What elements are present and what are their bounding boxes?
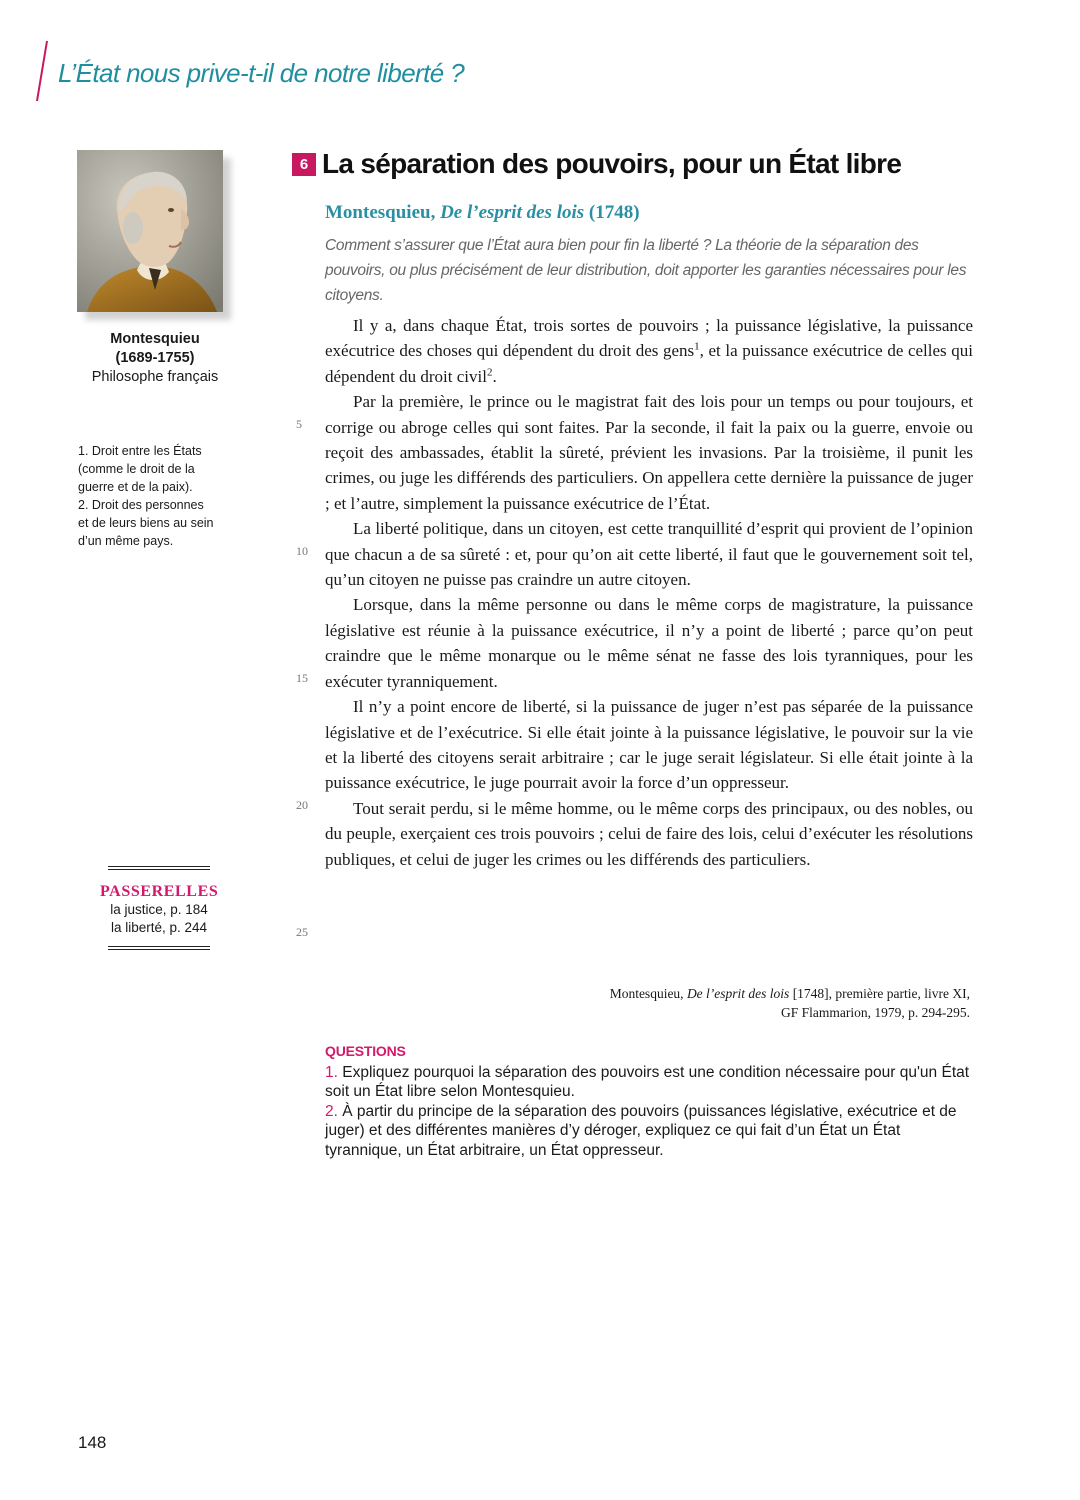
source-author: Montesquieu, — [325, 202, 436, 223]
source-reference — [470, 984, 970, 1022]
source-line — [325, 202, 640, 224]
footnote-line: (comme le droit de la — [78, 462, 195, 476]
document-text — [325, 313, 973, 872]
chapter-accent-slash — [36, 40, 48, 102]
footnotes — [78, 442, 238, 550]
footnote-line: 1. Droit entre les États — [78, 444, 202, 458]
montesquieu-portrait — [77, 150, 223, 312]
footnote-ref: 2 — [486, 366, 493, 379]
chapter-title: L’État nous prive-t-il de notre liberté ? — [58, 58, 465, 88]
line-number: 10 — [296, 544, 308, 558]
footnote-line: 2. Droit des personnes — [78, 498, 204, 512]
source-work: De l’esprit des lois — [440, 202, 585, 223]
portrait-caption — [74, 330, 236, 387]
text-paragraph: Lorsque, dans la même personne ou dans le même corps de magistrature, la puissance législative est réunie à la puissance exécutrice, il n’y a point de liberté ; parce qu’on peut craindre que le même monarque ou le même sénat ne fasse des lois tyranniques, pour les exécuter tyranniquement. — [325, 595, 973, 691]
line-number: 15 — [296, 671, 308, 685]
question-item: 2. À partir du principe de la séparation des pouvoirs (puissances législative, exécutrice et de juger) et des différentes manières d’y déroger, expliquez ce qui fait d’un État un État tyrannique, un État arbitraire, un État oppresseur. — [325, 1102, 957, 1159]
footnote-line: et de leurs biens au sein — [78, 516, 214, 530]
text-paragraph: Il y a, dans chaque État, trois sortes de pouvoirs ; la puissance législative, la puissance exécutrice des choses qui dépendent du droit des gens$^1$, et la puissance exécutrice de celles qui dépendent du droit civil$^2$. — [325, 316, 973, 386]
author-dates: (1689-1755) — [115, 350, 195, 366]
footnote-ref: 1 — [694, 340, 700, 353]
divider — [108, 866, 210, 870]
text-paragraph: Par la première, le prince ou le magistrat fait des lois pour un temps ou pour toujours, et corrige ou abroge celles qui sont faites. Par la seconde, il fait la paix ou la guerre, envoie ou reçoit des ambassades, établit la sûreté, prévient les invasions. Par la troisième, il punit les crimes, ou juge les différends des particuliers. On appellera cette dernière la puissance de juger ; et l’autre, simplement la puissance exécutrice de l’État. — [325, 392, 973, 513]
source-year: (1748) — [588, 202, 640, 223]
document-title: La séparation des pouvoirs, pour un État libre — [322, 148, 902, 179]
text-paragraph: Tout serait perdu, si le même homme, ou le même corps des principaux, ou des nobles, ou du peuple, exerçaient ces trois pouvoirs ; celui de faire des lois, celui d’exécuter les résolutions publiques, et celui de juger les crimes ou les différends des particuliers. — [325, 798, 973, 869]
passerelles-box — [100, 866, 218, 950]
document-number-badge: 6 — [292, 153, 316, 176]
line-number: 20 — [296, 798, 308, 812]
passerelles-link-liberte[interactable]: la liberté, p. 244 — [110, 920, 208, 935]
question-item: 1. Expliquez pourquoi la séparation des pouvoirs est une condition nécessaire pour qu'un État soit un État libre selon Montesquieu. — [325, 1063, 970, 1100]
author-role: Philosophe français — [91, 369, 219, 385]
reference-line: GF Flammarion, 1979, p. 294-295. — [781, 1005, 970, 1020]
passerelles-link-justice[interactable]: la justice, p. 184 — [110, 902, 208, 917]
text-paragraph: Il n’y a point encore de liberté, si la puissance de juger n’est pas séparée de la puissance législative et de l’exécutrice. Si elle était jointe à la puissance législative, le pouvoir sur la vie et la liberté des citoyens serait arbitraire ; car le juge serait législateur. Si elle était jointe à la puissance exécutrice, le juge pourrait avoir la force d’un oppresseur. — [325, 697, 973, 793]
line-number: 5 — [296, 417, 302, 431]
divider — [108, 946, 210, 950]
footnote-line: guerre et de la paix). — [78, 480, 193, 494]
reference-line: Montesquieu, De l’esprit des lois [1748], première partie, livre XI, — [609, 986, 970, 1001]
line-number: 25 — [296, 925, 308, 939]
passerelles-title: PASSERELLES — [100, 883, 219, 900]
questions-heading: QUESTIONS — [325, 1043, 406, 1059]
text-paragraph: La liberté politique, dans un citoyen, est cette tranquillité d’esprit qui provient de l’opinion que chacun a de sa sûreté : et, pour qu’on ait cette liberté, il faut que le gouvernement soit tel, qu’un citoyen ne puisse pas craindre un autre citoyen. — [325, 519, 973, 590]
questions-section — [325, 1042, 975, 1160]
footnote-line: d’un même pays. — [78, 534, 174, 548]
page-number: 148 — [78, 1433, 107, 1452]
portrait-illustration — [77, 150, 223, 312]
author-name: Montesquieu — [110, 331, 200, 347]
document-intro: Comment s’assurer que l’État aura bien pour fin la liberté ? La théorie de la séparation des pouvoirs, ou plus précisément de leur distribution, doit apporter les garanties nécessaires pour les citoyens. — [325, 237, 967, 304]
